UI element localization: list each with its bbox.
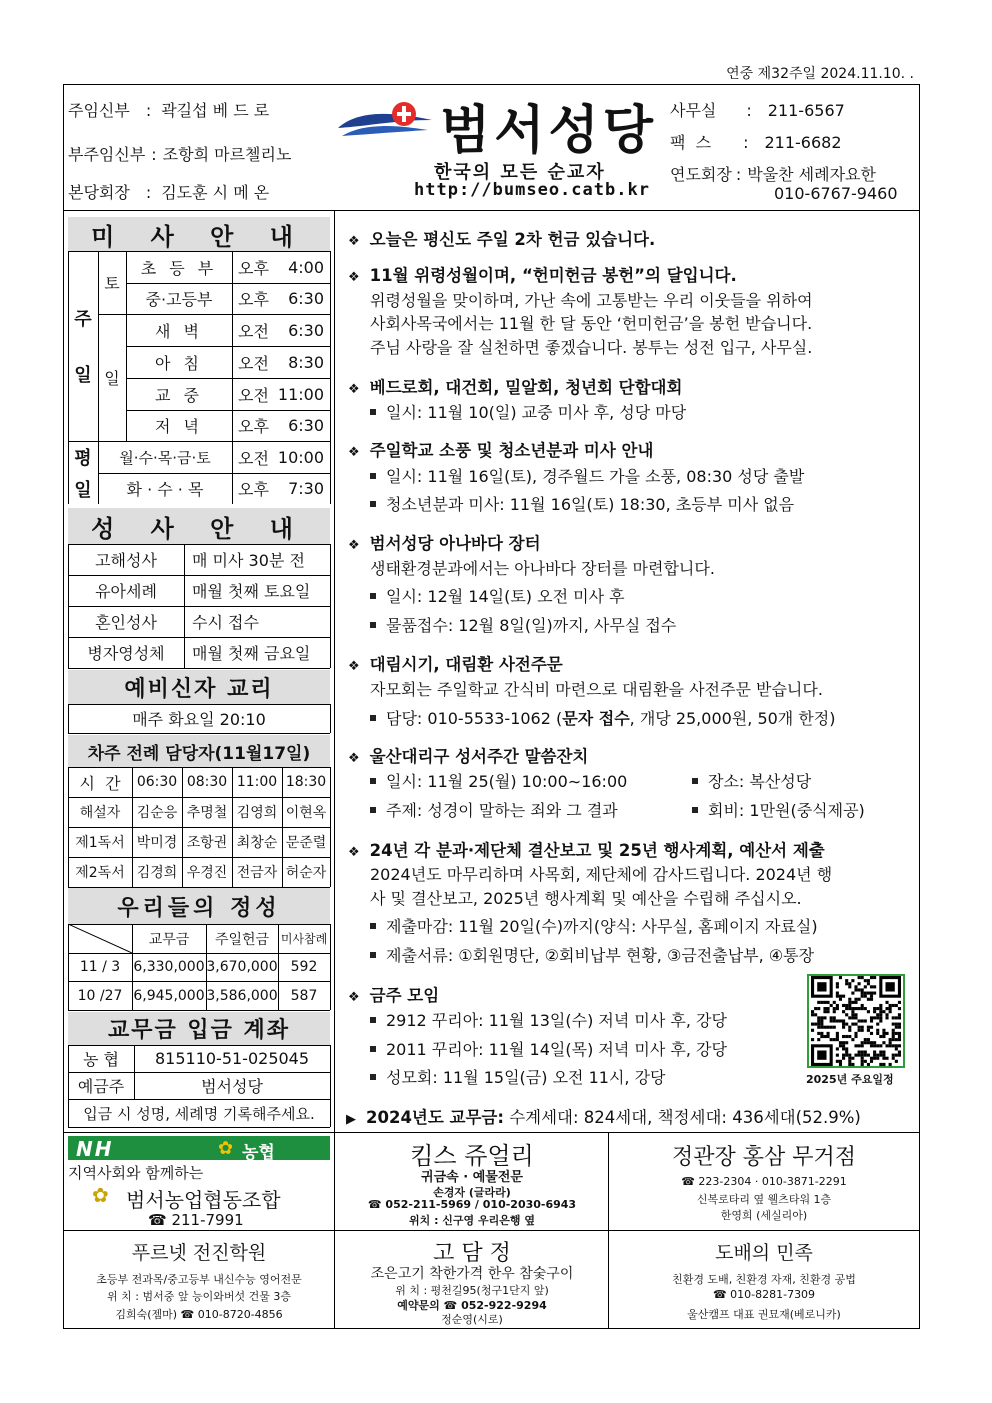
rule [68,733,330,734]
notice-bullet: 제출서류: ①회원명단, ②회비납부 현황, ③금전출납부, ④통장 [370,943,814,966]
notice-bullet: 일시: 11월 10(일) 교중 미사 후, 성당 마당 [370,400,686,423]
jkj-phone: ☎ 223-2304 · 010-3871-2291 [681,1175,847,1188]
sacrament-title: 성 사 안 내 [68,508,330,544]
rule [68,1127,330,1128]
duty-head: 18:30 [285,774,327,790]
sacrament-name: 고해성사 [95,551,157,570]
duty-person: 김영희 [236,805,278,821]
memorial-president-phone: 010-6767-9460 [774,184,898,203]
office-phone-line: 사무실 : 211-6567 [670,101,845,120]
offering-value: 3,586,000 [206,987,278,1004]
fax-line: 팩 스 : 211-6682 [670,133,842,152]
kims-location: 위치 : 신구영 우리은행 옆 [409,1214,535,1227]
duty-person: 조항권 [186,835,228,851]
godam-line: 조은고기 착한가격 한우 참숯구이 [370,1266,574,1282]
notice-bullet: 물품접수: 12월 8일(일)까지, 사무실 접수 [370,613,676,636]
deposit-note: 입금 시 성명, 세례명 기록해주세요. [83,1104,315,1123]
nh-banner [68,1136,330,1163]
sacrament-time: 수시 접수 [192,613,259,632]
frame-ads-divider [608,1132,609,1328]
mass-time: 오후 7:30 [238,479,324,499]
bank-label: 농 협 [83,1050,119,1069]
mass-time: 오전 10:00 [238,447,324,468]
notice-line: 2024년도 마무리하며 사목회, 제단체에 감사드립니다. 2024년 행 [370,865,833,884]
offering-value: 6,330,000 [133,959,205,975]
mass-title: 미 사 안 내 [68,217,330,251]
mass-name: 월·수·목·금·토 [119,448,211,467]
duty-role: 제2독서 [75,865,125,881]
duty-person: 추명철 [186,805,228,821]
duty-title: 차주 전례 담당자(11월17일) [68,735,330,767]
nh-seal-icon: ✿ [92,1183,109,1207]
mass-name: 초 등 부 [140,258,218,278]
duty-person: 이현옥 [285,805,327,821]
assistant-priest-line: 부주임신부 : 조항희 마르첼리노 [68,145,292,164]
jkj-location: 신복로타리 옆 웰츠타워 1층 [696,1193,832,1206]
qr-code-icon [809,976,903,1066]
mass-name: 아 침 [155,353,203,373]
notice-bullet: 제출마감: 11월 20일(수)까지(양식: 사무실, 홈페이지 자료실) [370,914,818,937]
notice-bullet: 2011 꾸리아: 11월 14일(목) 저녁 미사 후, 강당 [370,1037,727,1060]
frame-right [919,84,920,1329]
notice-title-3: ❖ 베드로회, 대건회, 밀알회, 청년회 단합대회 [348,378,683,397]
rule [330,544,331,668]
council-president-line: 본당회장 : 김도훈 시 메 온 [68,183,270,202]
catechumen-title: 예비신자 교리 [68,670,330,704]
duty-person: 전금자 [236,865,278,881]
notice-title-4: ❖ 주일학교 소풍 및 청소년분과 미사 안내 [348,441,654,460]
sacrament-name: 혼인성사 [95,613,157,632]
dobae-line: 친환경 도배, 친환경 자재, 친환경 공법 [672,1273,856,1286]
church-emblem-icon [336,98,436,146]
mass-time: 오전 11:00 [238,384,324,405]
duty-role: 해설자 [79,805,121,821]
nh-name: 농협 [242,1143,275,1163]
notice-bullet: 성모회: 11월 15일(금) 오전 11시, 강당 [370,1065,666,1088]
offering-date: 11 / 3 [79,959,121,975]
notice-bullet: 회비: 1만원(중식제공) [692,798,865,821]
frame-col-divider [334,210,335,1328]
notice-title-8: ❖ 24년 각 분과·제단체 결산보고 및 25년 행사계획, 예산서 제출 [348,841,825,860]
offering-head: 미사참례 [280,932,328,946]
offering-value: 3,670,000 [206,959,278,975]
notice-bullet: 2912 꾸리아: 11월 13일(수) 저녁 미사 후, 강당 [370,1008,727,1031]
notice-bullet: 청소년분과 미사: 11월 16일(토) 18:30, 초등부 미사 없음 [370,492,794,515]
sacrament-time: 매월 첫째 토요일 [192,582,311,601]
duty-person: 허순자 [285,865,327,881]
sacrament-name: 병자영성체 [87,644,165,663]
church-name: 범서성당 [440,101,657,161]
offering-title: 우리들의 정성 [68,888,330,924]
duty-head: 06:30 [136,774,178,790]
duty-person: 박미경 [136,835,178,851]
duty-person: 김경희 [136,865,178,881]
qr-caption: 2025년 주요일정 [806,1073,894,1086]
jkj-name: 정관장 홍삼 무거점 [671,1145,856,1170]
offering-value: 587 [290,987,318,1004]
church-logo [336,98,436,146]
nh-emblem-icon: ✿ [218,1138,234,1159]
offering-head: 주일헌금 [214,931,270,948]
notice-line: 생태환경분과에서는 아나바다 장터를 마련합니다. [370,559,715,578]
notice-line: 위령성월을 맞이하며, 가난 속에 고통받는 우리 이웃들을 위하여 [370,291,813,310]
weekday-label: 평 일 [74,447,92,501]
mass-name: 교 중 [155,385,203,405]
church-subtitle: 한국의 모든 순교자 [434,162,606,183]
frame-bottom [63,1328,920,1329]
kims-sub: 귀금속 · 예물전문 [421,1170,523,1185]
duty-person: 우경진 [186,865,228,881]
nh-slogan: 지역사회와 함께하는 [68,1164,204,1182]
duty-role: 제1독서 [75,835,125,851]
rule [330,924,331,1010]
rule [68,668,330,669]
rule [330,251,331,504]
priest-line: 주임신부 : 곽길섭 베 드 로 [68,101,270,120]
dobae-name: 도배의 민족 [715,1242,813,1264]
nh-branch: 범서농업협동조합 [126,1188,281,1212]
notice-bullet: 장소: 복산성당 [692,769,811,792]
mass-time: 오후 6:30 [238,289,324,309]
kims-phone: ☎ 052-211-5969 / 010-2030-6943 [367,1198,577,1211]
mass-time: 오전 8:30 [238,352,324,373]
frame-top [63,84,920,85]
prunet-name: 푸르넷 전진학원 [131,1242,267,1264]
offering-value: 592 [290,959,318,975]
kims-owner: 손경자 (글라라) [433,1186,511,1199]
rule [330,1045,331,1127]
nh-logo: NH [76,1137,114,1161]
notice-line: 사 및 결산보고, 2025년 행사계획 및 예산을 수립해 주십시오. [370,889,802,908]
notice-bullet: 일시: 11월 16일(토), 경주월드 가을 소풍, 08:30 성당 출발 [370,464,804,487]
rule [68,1010,330,1011]
bank-account-number: 815110-51-025045 [154,1049,310,1068]
mass-time: 오후 6:30 [238,416,324,436]
notice-bullet: 일시: 12월 14일(토) 오전 미사 후 [370,584,625,607]
godam-line: 예약문의 ☎ 052-922-9294 [397,1299,547,1312]
offering-value: 6,945,000 [133,987,205,1004]
duty-person: 김순응 [136,805,178,821]
saturday-label: 토 [104,274,120,293]
memorial-president-line: 연도회장 : 박울찬 세례자요한 [670,165,876,184]
offering-head: 교무금 [148,931,190,948]
godam-name: 고 담 정 [433,1241,511,1266]
notice-bullet: 주제: 성경이 말하는 죄와 그 결과 [370,798,618,821]
duty-head: 시 간 [79,773,121,793]
godam-line: 정순영(시로) [441,1313,503,1326]
frame-left [63,84,64,1329]
rule [330,704,331,733]
edition-date: 연중 제32주일 2024.11.10. . [726,66,914,82]
sunday-label: 주 일 [74,309,92,386]
prunet-line: 위 치 : 범서중 앞 능이와버섯 건물 3층 [107,1290,291,1303]
catechumen-time: 매주 화요일 20:10 [132,710,266,729]
mass-name: 저 녁 [155,417,203,436]
offering-date: 10 /27 [77,987,123,1004]
notice-line: 주님 사랑을 잘 실천하면 좋겠습니다. 봉투는 성전 입구, 사무실. [370,338,813,357]
notice-title-7: ❖ 울산대리구 성서주간 말씀잔치 [348,747,589,766]
frame-body-bottom [63,1132,920,1133]
sacrament-time: 매 미사 30분 전 [192,551,305,570]
mass-name: 중·고등부 [145,290,213,309]
schedule-qr-code[interactable] [807,974,905,1068]
notice-title-9: ❖ 금주 모임 [348,986,440,1005]
duty-head: 11:00 [236,774,278,790]
dues-summary: ▶ 2024년도 교무금: 수계세대: 824세대, 책정세대: 436세대(52.9%) [346,1108,861,1127]
offering-corner-diagonal [68,924,132,953]
jkj-owner: 한영희 (세실리아) [720,1209,808,1222]
holder-label: 예금주 [77,1077,125,1096]
notice-line: 자모회는 주일학교 간식비 마련으로 대림환을 사전주문 받습니다. [370,680,823,699]
mass-name: 화 · 수 · 목 [126,480,204,499]
prunet-line: 김희숙(젬마) ☎ 010-8720-4856 [115,1308,283,1321]
account-holder: 범서성당 [201,1077,263,1096]
notice-title-2: ❖ 11월 위령성월이며, “헌미헌금 봉헌”의 달입니다. [348,266,737,285]
frame-ads-mid [63,1230,920,1231]
frame-header-bottom [63,210,920,211]
account-title: 교무금 입금 계좌 [68,1012,330,1045]
notice-title-1: ❖ 오늘은 평신도 주일 2차 헌금 있습니다. [348,230,656,249]
sacrament-time: 매월 첫째 금요일 [192,644,311,663]
notice-title-6: ❖ 대림시기, 대림환 사전주문 [348,655,563,674]
notice-bullet: 담당: 010-5533-1062 (문자 접수, 개당 25,000원, 50개 한정) [370,706,836,729]
church-url[interactable]: http://bumseo.catb.kr [414,180,650,200]
mass-time: 오후 4:00 [238,257,324,278]
dobae-line: 울산캠프 대표 권묘재(베로니카) [687,1308,841,1321]
prunet-line: 초등부 전과목/중고등부 내신수능 영어전문 [96,1273,302,1286]
mass-time: 오전 6:30 [238,320,324,341]
notice-title-5: ❖ 범서성당 아나바다 장터 [348,534,541,553]
rule [330,767,331,887]
duty-person: 최창순 [236,835,278,851]
sacrament-name: 유아세례 [95,582,157,601]
godam-line: 위 치 : 평천길95(청구1단지 앞) [395,1284,549,1297]
nh-phone: ☎ 211-7991 [148,1211,244,1229]
sunday-day-label: 일 [104,369,120,388]
duty-head: 08:30 [186,774,228,790]
notice-bullet: 일시: 11월 25(월) 10:00∼16:00 [370,769,627,792]
notice-line: 사회사목국에서는 11월 한 달 동안 ‘헌미헌금’을 봉헌 받습니다. [370,314,813,333]
kims-name: 킴스 쥬얼리 [410,1142,534,1170]
mass-name: 새 벽 [155,321,203,341]
dobae-line: ☎ 010-8281-7309 [712,1288,816,1301]
duty-person: 문준렬 [285,835,327,851]
